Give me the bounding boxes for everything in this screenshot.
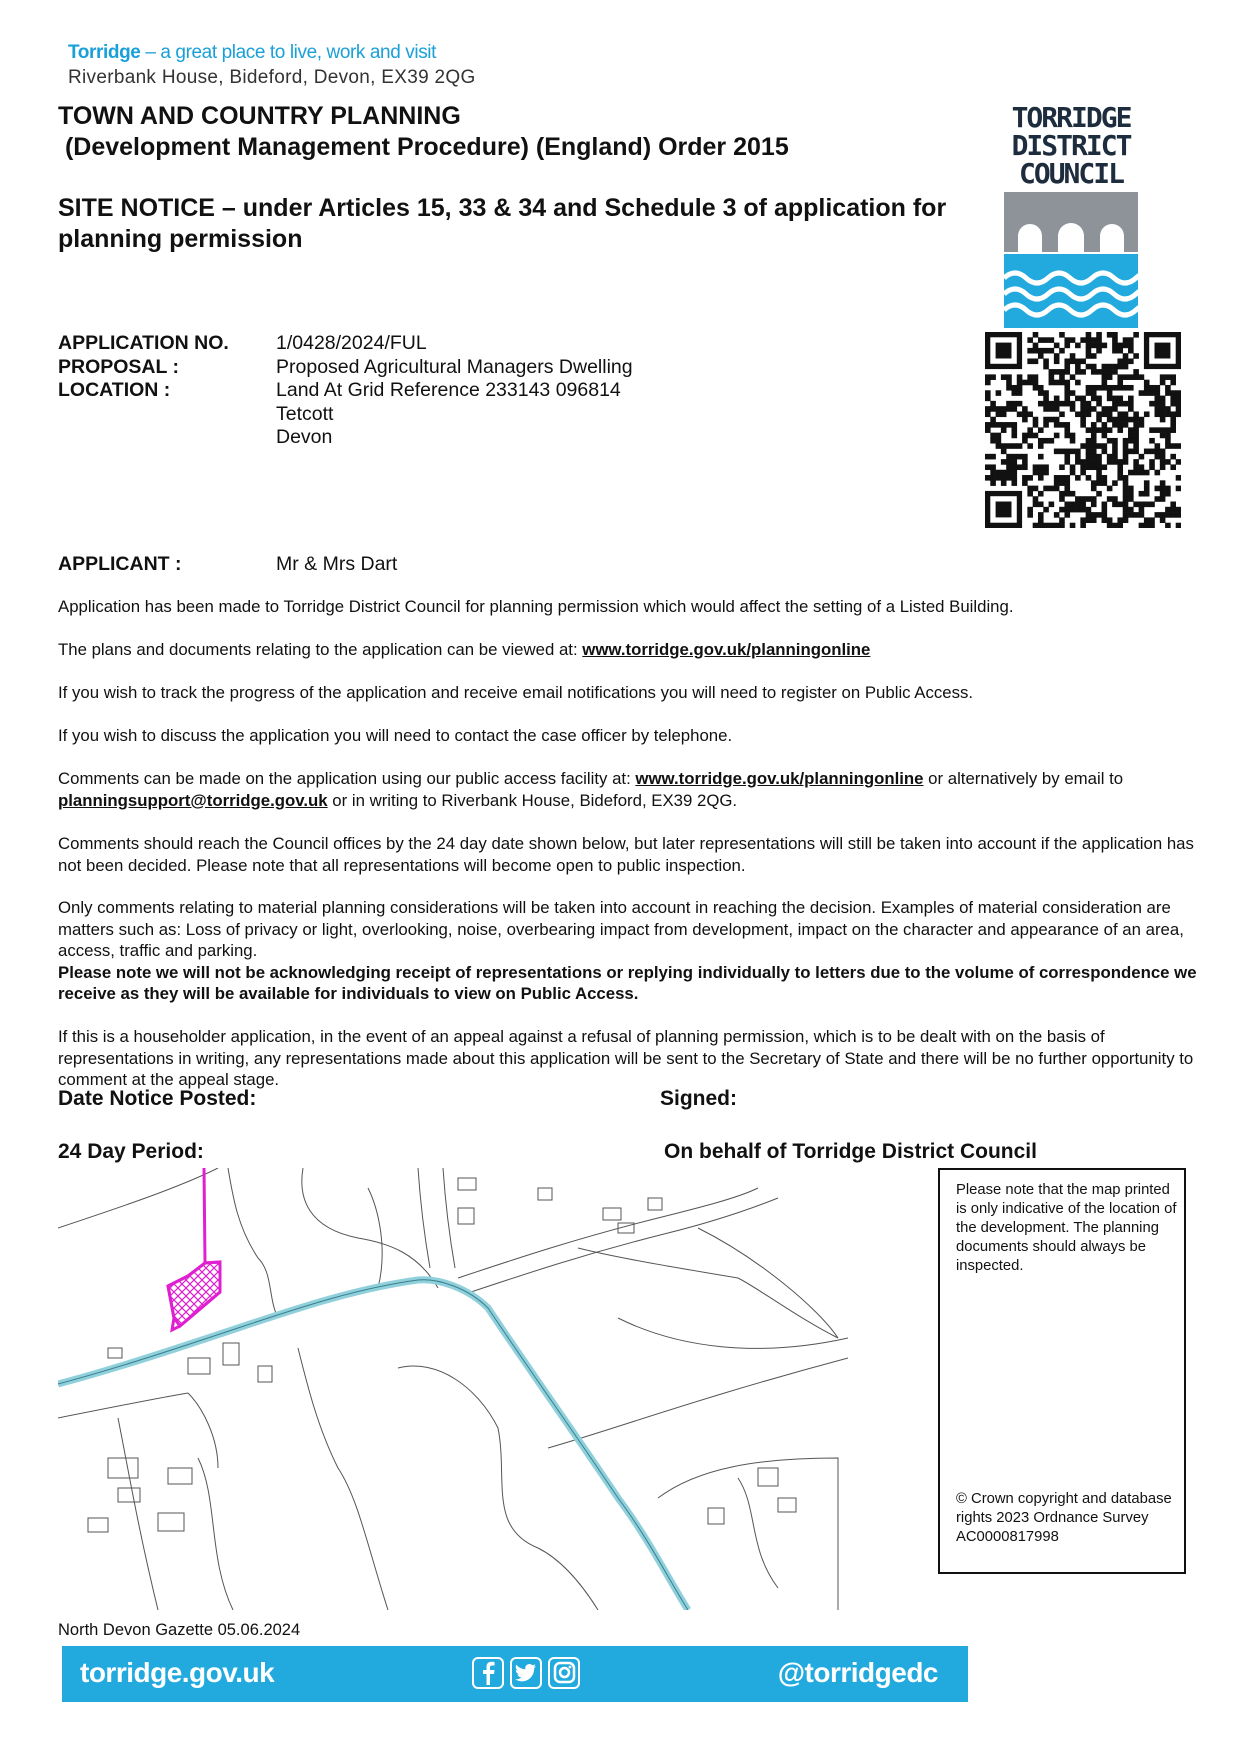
- paragraph-text: The plans and documents relating to the application can be viewed at:: [58, 640, 583, 659]
- day-period-label: 24 Day Period:: [58, 1140, 204, 1163]
- application-details: [58, 332, 633, 450]
- paragraph-text: or alternatively by email to: [923, 769, 1124, 788]
- paragraph-acknowledgement-note: Please note we will not be acknowledging receipt of representations or replying individually to letters due to the volume of correspondence we receive as they will be available for individuals to view on Public Access.: [58, 962, 1197, 1003]
- twitter-icon[interactable]: [510, 1657, 542, 1689]
- gazette-reference: North Devon Gazette 05.06.2024: [58, 1621, 301, 1639]
- qr-code-icon[interactable]: [985, 332, 1181, 528]
- paragraph-track-progress: If you wish to track the progress of the application and receive email notifications you will need to register on Public Access.: [58, 683, 974, 702]
- paragraph-text: or in writing to Riverbank House, Bideford, EX39 2QG.: [327, 790, 738, 810]
- title-line-2: (Development Management Procedure) (England) Order 2015: [58, 133, 789, 161]
- paragraph-text: Only comments relating to material planning considerations will be taken into account in reaching the decision. Examples of material consideration are matters such as: Loss of privacy or light, overlooking, noise, overbearing impact from development, impact on the character and appearance of an area, access, traffic and parking.: [58, 898, 1184, 960]
- tagline-brand: Torridge: [68, 42, 141, 63]
- planning-support-email-link[interactable]: planningsupport@torridge.gov.uk: [58, 790, 328, 810]
- paragraph-view-plans: [58, 639, 1210, 661]
- proposal-row: [58, 356, 633, 380]
- logo-text-district: DISTRICT: [1011, 129, 1131, 162]
- logo-text-torridge: TORRIDGE: [1011, 101, 1131, 134]
- logo-text-council: COUNCIL: [1018, 157, 1123, 190]
- location-row: [58, 379, 633, 450]
- social-handle[interactable]: @torridgedc: [777, 1657, 938, 1688]
- paragraph-deadline: Comments should reach the Council offices by the 24 day date shown below, but later representations will still be taken into account if the application has not been decided. Please note that all representations will become open to public inspection.: [58, 834, 1194, 875]
- map-disclaimer: Please note that the map printed is only indicative of the location of the development. The planning documents should always be inspected.: [956, 1182, 1177, 1274]
- bridge-icon: [1000, 192, 1142, 330]
- map-note-box: [938, 1168, 1186, 1574]
- application-no-label: APPLICATION NO.: [58, 332, 229, 354]
- title-line-1: TOWN AND COUNTRY PLANNING: [58, 102, 461, 130]
- facebook-icon[interactable]: [472, 1657, 504, 1689]
- location-line: Devon: [276, 426, 333, 448]
- website-link[interactable]: torridge.gov.uk: [80, 1657, 275, 1688]
- date-notice-posted-label: Date Notice Posted:: [58, 1087, 257, 1110]
- location-line: Land At Grid Reference 233143 096814: [276, 379, 621, 401]
- applicant-label: APPLICANT :: [58, 553, 182, 575]
- council-logo: [1000, 101, 1142, 326]
- application-no-row: [58, 332, 633, 356]
- council-address: Riverbank House, Bideford, Devon, EX39 2QG: [68, 67, 476, 88]
- proposal-value: Proposed Agricultural Managers Dwelling: [276, 355, 633, 378]
- application-no-value: 1/0428/2024/FUL: [276, 332, 427, 354]
- paragraph-material-considerations: [58, 897, 1210, 1005]
- instagram-icon[interactable]: [548, 1657, 580, 1689]
- location-line: Tetcott: [276, 402, 334, 425]
- applicant-value: Mr & Mrs Dart: [276, 553, 398, 575]
- on-behalf-label: On behalf of Torridge District Council: [664, 1140, 1037, 1163]
- planning-online-link[interactable]: www.torridge.gov.uk/planningonline: [635, 769, 924, 788]
- paragraph-householder-appeal: If this is a householder application, in the event of an appeal against a refusal of planning permission, which is to be dealt with on the basis of representations in writing, any representations made about this application will be sent to the Secretary of State and there will be no further opportunity to comment at the appeal stage.: [58, 1027, 1194, 1089]
- proposal-label: PROPOSAL :: [58, 355, 179, 378]
- tagline-text: – a great place to live, work and visit: [140, 42, 436, 63]
- applicant-row: [58, 553, 397, 576]
- planning-online-link[interactable]: www.torridge.gov.uk/planningonline: [582, 640, 871, 659]
- signed-label: Signed:: [660, 1087, 737, 1110]
- location-map: [58, 1168, 938, 1610]
- map-copyright: © Crown copyright and database rights 2023 Ordnance Survey AC0000817998: [956, 1491, 1172, 1545]
- footer-banner: [62, 1646, 968, 1702]
- location-label: LOCATION :: [58, 379, 171, 401]
- paragraph-listed-building: Application has been made to Torridge District Council for planning permission which would affect the setting of a Listed Building.: [58, 597, 1014, 616]
- paragraph-text: Comments can be made on the application using our public access facility at:: [58, 769, 636, 788]
- page-title: [58, 101, 789, 163]
- site-notice-heading: SITE NOTICE – under Articles 15, 33 & 34 and Schedule 3 of application for planning permission: [58, 194, 947, 253]
- tagline: [68, 42, 436, 64]
- paragraph-discuss: If you wish to discuss the application you will need to contact the case officer by telephone.: [58, 726, 733, 745]
- paragraph-comments: [58, 768, 1210, 811]
